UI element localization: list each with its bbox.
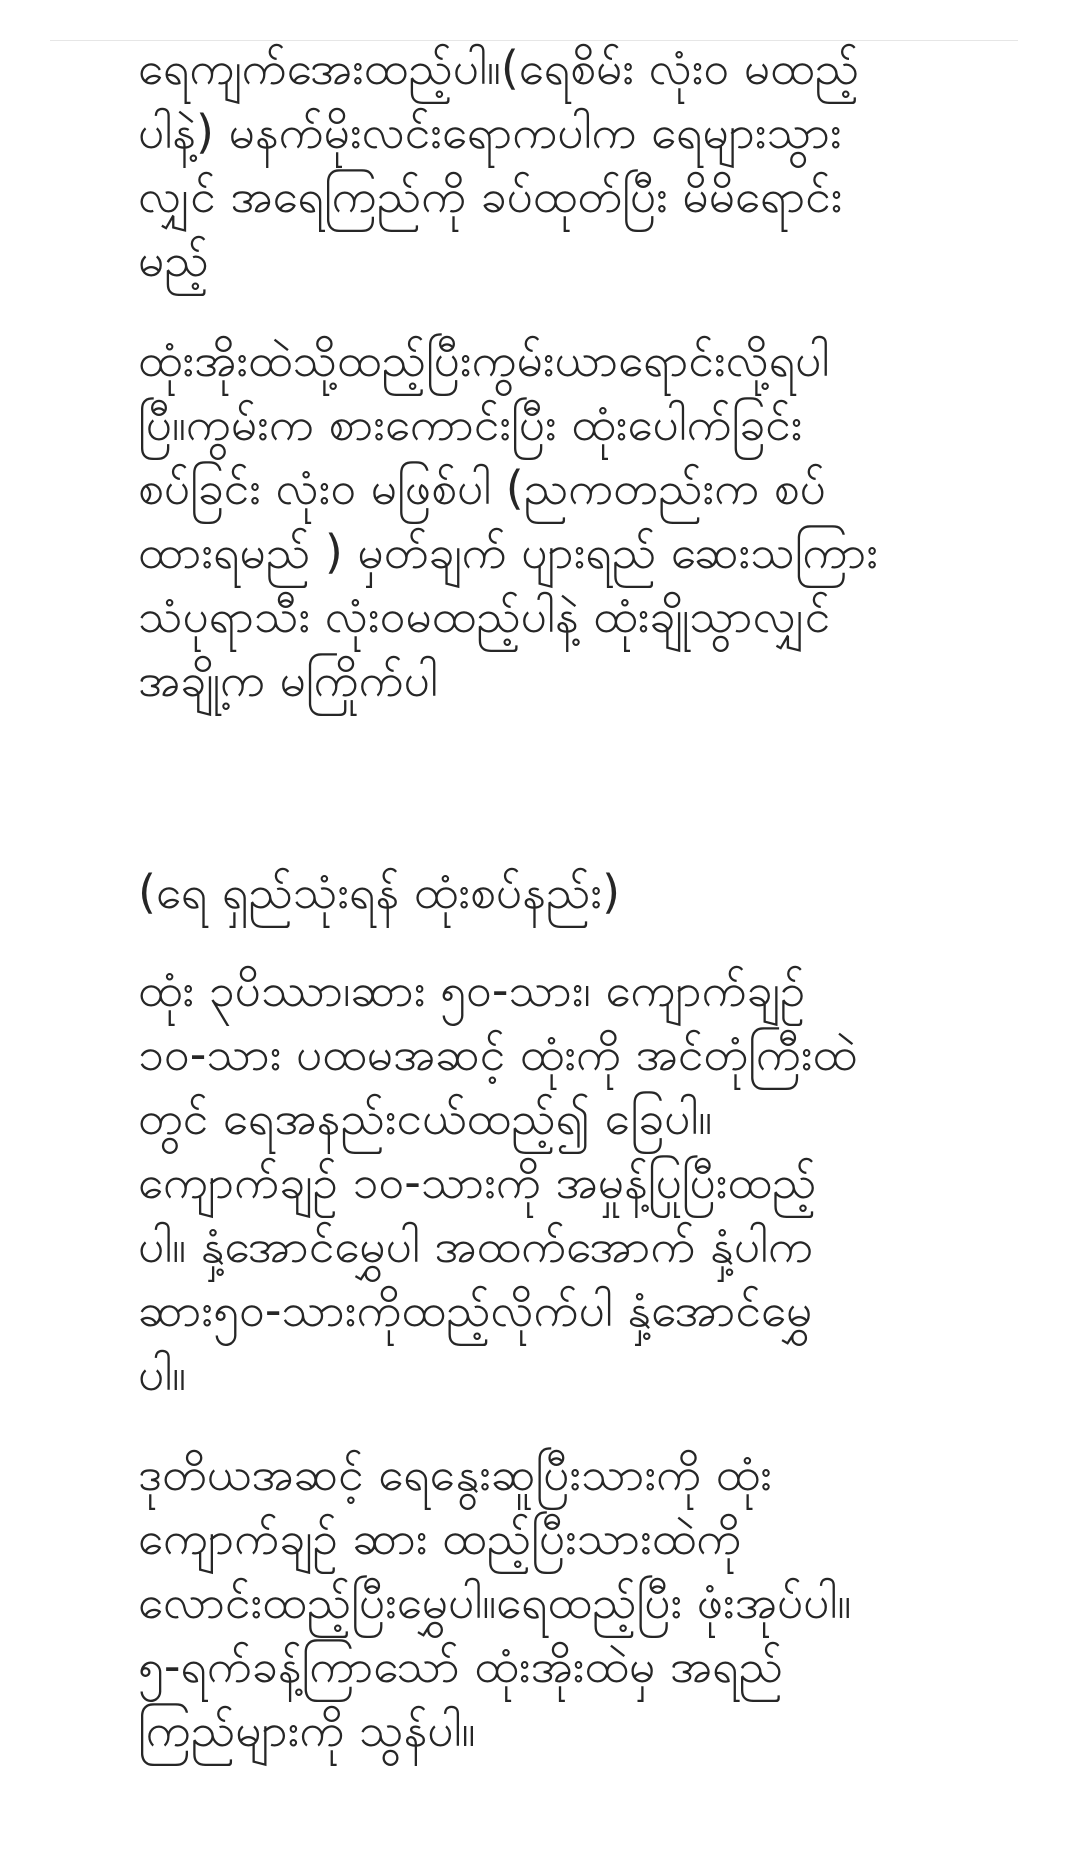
paragraph-1: ရေကျက်အေးထည့်ပါ။(ရေစိမ်း လုံးဝ မထည့် ပါနဲ့) မနက်မိုးလင်းရောကပါက ရေများသွား လျှင် အရေကြည်ကို ခပ်ထုတ်ပြီး မိမိရောင်း မည့် (138, 41, 860, 287)
paragraph-2: ထုံးအိုးထဲသို့ထည့်ပြီးကွမ်းယာရောင်းလို့ရပါ ပြီ။ကွမ်းက စားကောင်းပြီး ထုံးပေါက်ခြင်း စပ်ခြင်း လုံးဝ မဖြစ်ပါ (ညကတည်းက စပ် ထားရမည် ) မှတ်ချက် ပျားရည် ဆေးသကြား သံပုရာသီး လုံးဝမထည့်ပါနဲ့ ထုံးချိုသွာလျှင် အချို့က မကြိုက်ပါ (138, 333, 879, 707)
paragraph-3: ထုံး ၃ပိဿာ၊ဆား ၅၀-သား၊ ကျောက်ချဉ် ၁၀-သား ပထမအဆင့် ထုံးကို အင်တုံကြီးထဲ တွင် ရေအနည်းငယ်ထည့်၍ ခြေပါ။ ကျောက်ချဉ် ၁၀-သားကို အမှုန့်ပြုပြီးထည့် ပါ။ နှံ့အောင်မွှေပါ အထက်အောက် နှံ့ပါက ဆား၅၀-သားကိုထည့်လိုက်ပါ နှံ့အောင်မွှေ ပါ။ (138, 963, 858, 1401)
paragraph-4: ဒုတိယအဆင့် ရေနွေးဆူပြီးသားကို ထုံး ကျောက်ချဉ် ဆား ထည့်ပြီးသားထဲကို လောင်းထည့်ပြီးမွှေပါ။ရေထည့်ပြီး ဖုံးအုပ်ပါ။ ၅-ရက်ခန့်ကြာသော် ထုံးအိုးထဲမှ အရည် ကြည်များကို သွန်ပါ။ (138, 1447, 852, 1757)
section-heading: (ရေ ရှည်သုံးရန် ထုံးစပ်နည်း) (138, 865, 621, 919)
article-body (138, 36, 958, 1762)
